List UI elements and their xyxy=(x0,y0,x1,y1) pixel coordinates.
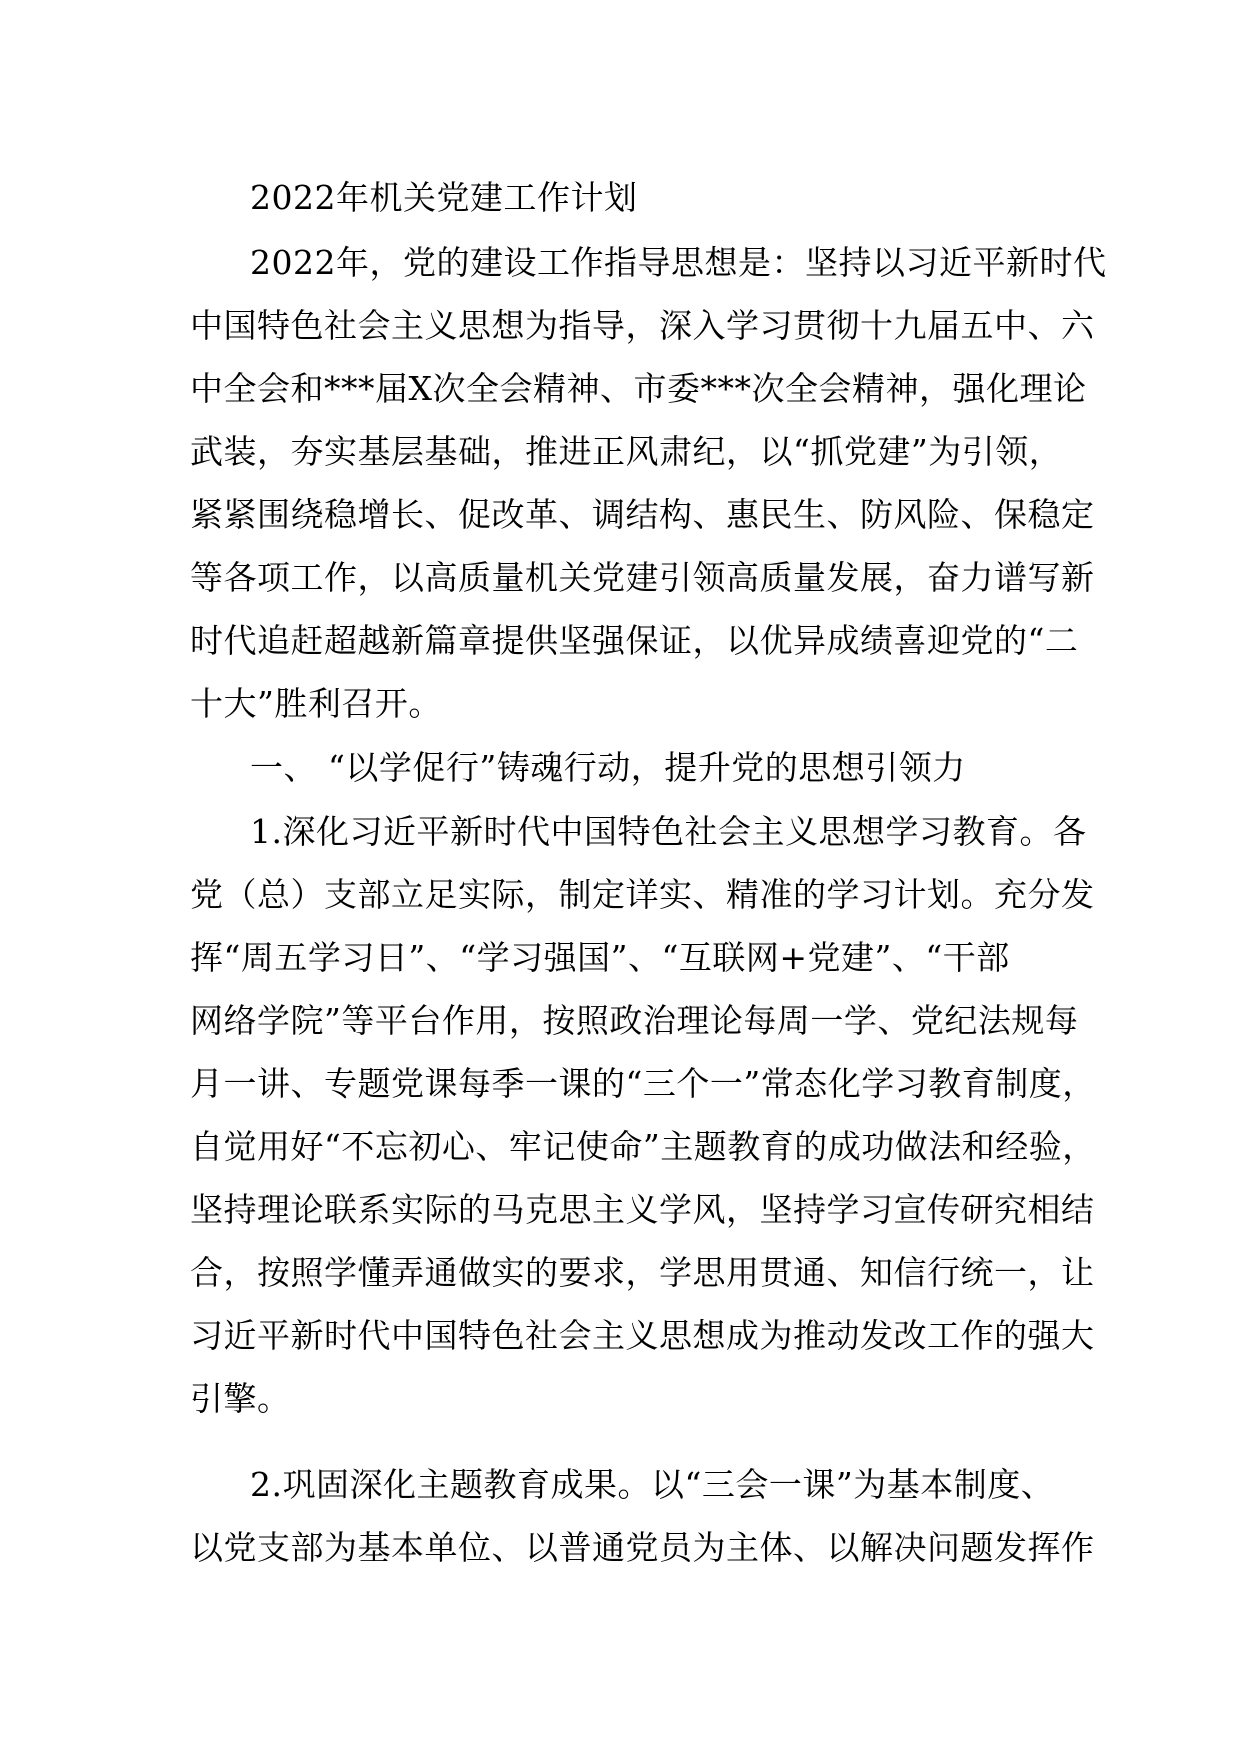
paragraph-line: 挥“周五学习日”、“学习强国”、“互联网+党建”、“干部 xyxy=(190,938,1010,977)
paragraph-line: 1.深化习近平新时代中国特色社会主义思想学习教育。各 xyxy=(250,812,1087,851)
paragraph-line: 合，按照学懂弄通做实的要求，学思用贯通、知信行统一，让 xyxy=(190,1253,1095,1292)
paragraph-line: 网络学院”等平台作用，按照政治理论每周一学、党纪法规每 xyxy=(190,1001,1079,1040)
paragraph-line: 习近平新时代中国特色社会主义思想成为推动发改工作的强大 xyxy=(190,1316,1095,1355)
document-title: 2022年机关党建工作计划 xyxy=(250,178,638,217)
paragraph-line: 十大”胜利召开。 xyxy=(190,684,442,723)
paragraph-line: 中国特色社会主义思想为指导，深入学习贯彻十九届五中、六 xyxy=(190,306,1095,345)
paragraph-line: 中全会和***届Ⅹ次全会精神、市委***次全会精神，强化理论 xyxy=(190,369,1087,408)
paragraph-line: 引擎。 xyxy=(190,1379,291,1418)
paragraph-line: 等各项工作，以高质量机关党建引领高质量发展，奋力谱写新 xyxy=(190,558,1095,597)
paragraph-line: 坚持理论联系实际的马克思主义学风，坚持学习宣传研究相结 xyxy=(190,1190,1095,1229)
paragraph-line: 党（总）支部立足实际，制定详实、精准的学习计划。充分发 xyxy=(190,875,1095,914)
paragraph-line: 武装，夯实基层基础，推进正风肃纪，以“抓党建”为引领， xyxy=(190,432,1063,471)
paragraph-line: 2022年，党的建设工作指导思想是：坚持以习近平新时代 xyxy=(250,243,1107,282)
paragraph-line: 紧紧围绕稳增长、促改革、调结构、惠民生、防风险、保稳定 xyxy=(190,495,1095,534)
paragraph-line: 月一讲、专题党课每季一课的“三个一”常态化学习教育制度， xyxy=(190,1064,1096,1103)
paragraph-line: 自觉用好“不忘初心、牢记使命”主题教育的成功做法和经验， xyxy=(190,1127,1096,1166)
section-heading: 一、 “以学促行”铸魂行动，提升党的思想引领力 xyxy=(250,748,966,787)
paragraph-line: 以党支部为基本单位、以普通党员为主体、以解决问题发挥作 xyxy=(190,1528,1095,1567)
paragraph-line: 2.巩固深化主题教育成果。以“三会一课”为基本制度、 xyxy=(250,1465,1055,1504)
paragraph-line: 时代追赶超越新篇章提供坚强保证，以优异成绩喜迎党的“二 xyxy=(190,621,1079,660)
